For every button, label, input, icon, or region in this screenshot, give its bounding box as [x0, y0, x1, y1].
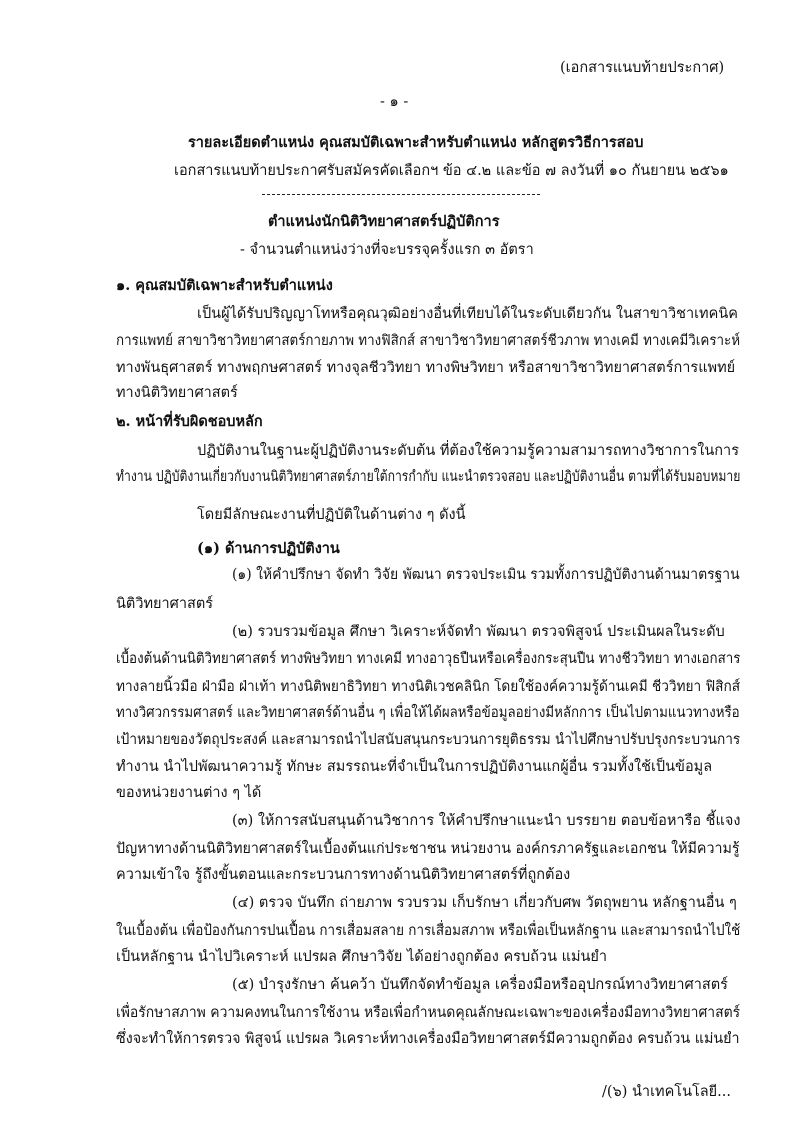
item1-line: นิติวิทยาศาสตร์ — [116, 596, 214, 612]
section1-line: การแพทย์ สาขาวิชาวิทยาศาสตร์กายภาพ ทางฟิสิกส์ สาขาวิชาวิทยาศาสตร์ชีวภาพ ทางเคมี ทางเคมีวิเคราะห์ — [116, 333, 741, 349]
item3-line: ปัญหาทางด้านนิติวิทยาศาสตร์ในเบื้องต้นแก่ประชาชน หน่วยงาน องค์กรภาครัฐและเอกชน ให้มีความรู้ — [116, 841, 740, 857]
item2-line: ทางวิศวกรรมศาสตร์ และวิทยาศาสตร์ด้านอื่น ๆ เพื่อให้ได้ผลหรือข้อมูลอย่างมีหลักการ เป็นไปตามแนวทางหรือ — [116, 705, 740, 721]
subsection-heading: (๑) ด้านการปฏิบัติงาน — [197, 540, 340, 557]
section2-line: โดยมีลักษณะงานที่ปฏิบัติในด้านต่าง ๆ ดังนี้ — [197, 507, 466, 523]
section2-line: ปฏิบัติงานในฐานะผู้ปฏิบัติงานระดับต้น ที่ต้องใช้ความรู้ความสามารถทางวิชาการในการ — [197, 443, 739, 459]
item4-line: เป็นหลักฐาน นำไปวิเคราะห์ แปรผล ศึกษาวิจัย ได้อย่างถูกต้อง ครบถ้วน แม่นยำ — [116, 949, 608, 965]
section1-line: เป็นผู้ได้รับปริญญาโทหรือคุณวุฒิอย่างอื่นที่เทียบได้ในระดับเดียวกัน ในสาขาวิชาเทคนิค — [197, 306, 738, 322]
item2-line: เป้าหมายของวัตถุประสงค์ และสามารถนำไปสนับสนุนกระบวนการยุติธรรม นำไปศึกษาปรับปรุงกระบวนการ — [116, 732, 741, 748]
section1-heading: ๑. คุณสมบัติเฉพาะสำหรับตำแหน่ง — [116, 277, 333, 294]
vacancy-count: - จำนวนตำแหน่งว่างที่จะบรรจุครั้งแรก ๓ อัตรา — [240, 242, 534, 258]
item4-line: (๔) ตรวจ บันทึก ถ่ายภาพ รวบรวม เก็บรักษา เกี่ยวกับศพ วัตถุพยาน หลักฐานอื่น ๆ — [232, 895, 737, 911]
item2-line: ของหน่วยงานต่าง ๆ ได้ — [116, 785, 262, 801]
divider-line — [262, 194, 540, 195]
item4-line: ในเบื้องต้น เพื่อป้องกันการปนเปื้อน การเสื่อมสลาย การเสื่อมสภาพ หรือเพื่อเป็นหลักฐาน และสามารถนำไปใช้ — [116, 923, 741, 939]
position-title: ตำแหน่งนักนิติวิทยาศาสตร์ปฏิบัติการ — [268, 213, 500, 230]
page-number: - ๑ - — [380, 94, 409, 110]
document-subtitle: เอกสารแนบท้ายประกาศรับสมัครคัดเลือกฯ ข้อ ๔.๒ และข้อ ๗ ลงวันที่ ๑๐ กันยายน ๒๕๖๑ — [174, 163, 729, 179]
continuation-note: /(๖) นำเทคโนโลยี... — [602, 1084, 731, 1100]
item2-line: (๒) รวบรวมข้อมูล ศึกษา วิเคราะห์จัดทำ พัฒนา ตรวจพิสูจน์ ประเมินผลในระดับ — [232, 624, 725, 640]
item5-line: (๕) บำรุงรักษา ค้นคว้า บันทึกจัดทำข้อมูล เครื่องมือหรืออุปกรณ์ทางวิทยาศาสตร์ — [232, 977, 728, 993]
item5-line: เพื่อรักษาสภาพ ความคงทนในการใช้งาน หรือเพื่อกำหนดคุณลักษณะเฉพาะของเครื่องมือทางวิทยาศาสตร์ — [116, 1005, 741, 1021]
attachment-note: (เอกสารแนบท้ายประกาศ) — [560, 60, 725, 76]
item2-line: ทางลายนิ้วมือ ฝ่ามือ ฝ่าเท้า ทางนิติพยาธิวิทยา ทางนิติเวชคลินิก โดยใช้องค์ความรู้ด้านเคมี ชีววิทยา ฟิสิกส์ — [116, 679, 741, 695]
document-title: รายละเอียดตำแหน่ง คุณสมบัติเฉพาะสำหรับตำแหน่ง หลักสูตรวิธีการสอบ — [188, 134, 644, 151]
item3-line: (๓) ให้การสนับสนุนด้านวิชาการ ให้คำปรึกษาแนะนำ บรรยาย ตอบข้อหารือ ชี้แจง — [232, 813, 741, 829]
section2-line: ทำงาน ปฏิบัติงานเกี่ยวกับงานนิติวิทยาศาสตร์ภายใต้การกำกับ แนะนำตรวจสอบ และปฏิบัติงานอื่น ตามที่ได้รับมอบหมาย — [116, 469, 741, 485]
item2-line: เบื้องต้นด้านนิติวิทยาศาสตร์ ทางพิษวิทยา ทางเคมี ทางอาวุธปืนหรือเครื่องกระสุนปืน ทางชีววิทยา ทางเอกสาร — [116, 651, 741, 667]
section1-line: ทางพันธุศาสตร์ ทางพฤกษศาสตร์ ทางจุลชีววิทยา ทางพิษวิทยา หรือสาขาวิชาวิทยาศาสตร์การแพทย์ — [116, 360, 736, 376]
item5-line: ซึ่งจะทำให้การตรวจ พิสูจน์ แปรผล วิเคราะห์ทางเครื่องมือวิทยาศาสตร์มีความถูกต้อง ครบถ้วน แม่นยำ — [116, 1031, 740, 1047]
item2-line: ทำงาน นำไปพัฒนาความรู้ ทักษะ สมรรถนะที่จำเป็นในการปฏิบัติงานแกผู้อื่น รวมทั้งใช้เป็นข้อมูล — [116, 759, 713, 775]
section2-heading: ๒. หน้าที่รับผิดชอบหลัก — [116, 413, 263, 430]
item3-line: ความเข้าใจ รู้ถึงขั้นตอนและกระบวนการทางด้านนิติวิทยาศาสตร์ที่ถูกต้อง — [116, 867, 571, 883]
section1-line: ทางนิติวิทยาศาสตร์ — [116, 385, 238, 401]
item1-line: (๑) ให้คำปรึกษา จัดทำ วิจัย พัฒนา ตรวจประเมิน รวมทั้งการปฏิบัติงานด้านมาตรฐาน — [232, 567, 740, 583]
